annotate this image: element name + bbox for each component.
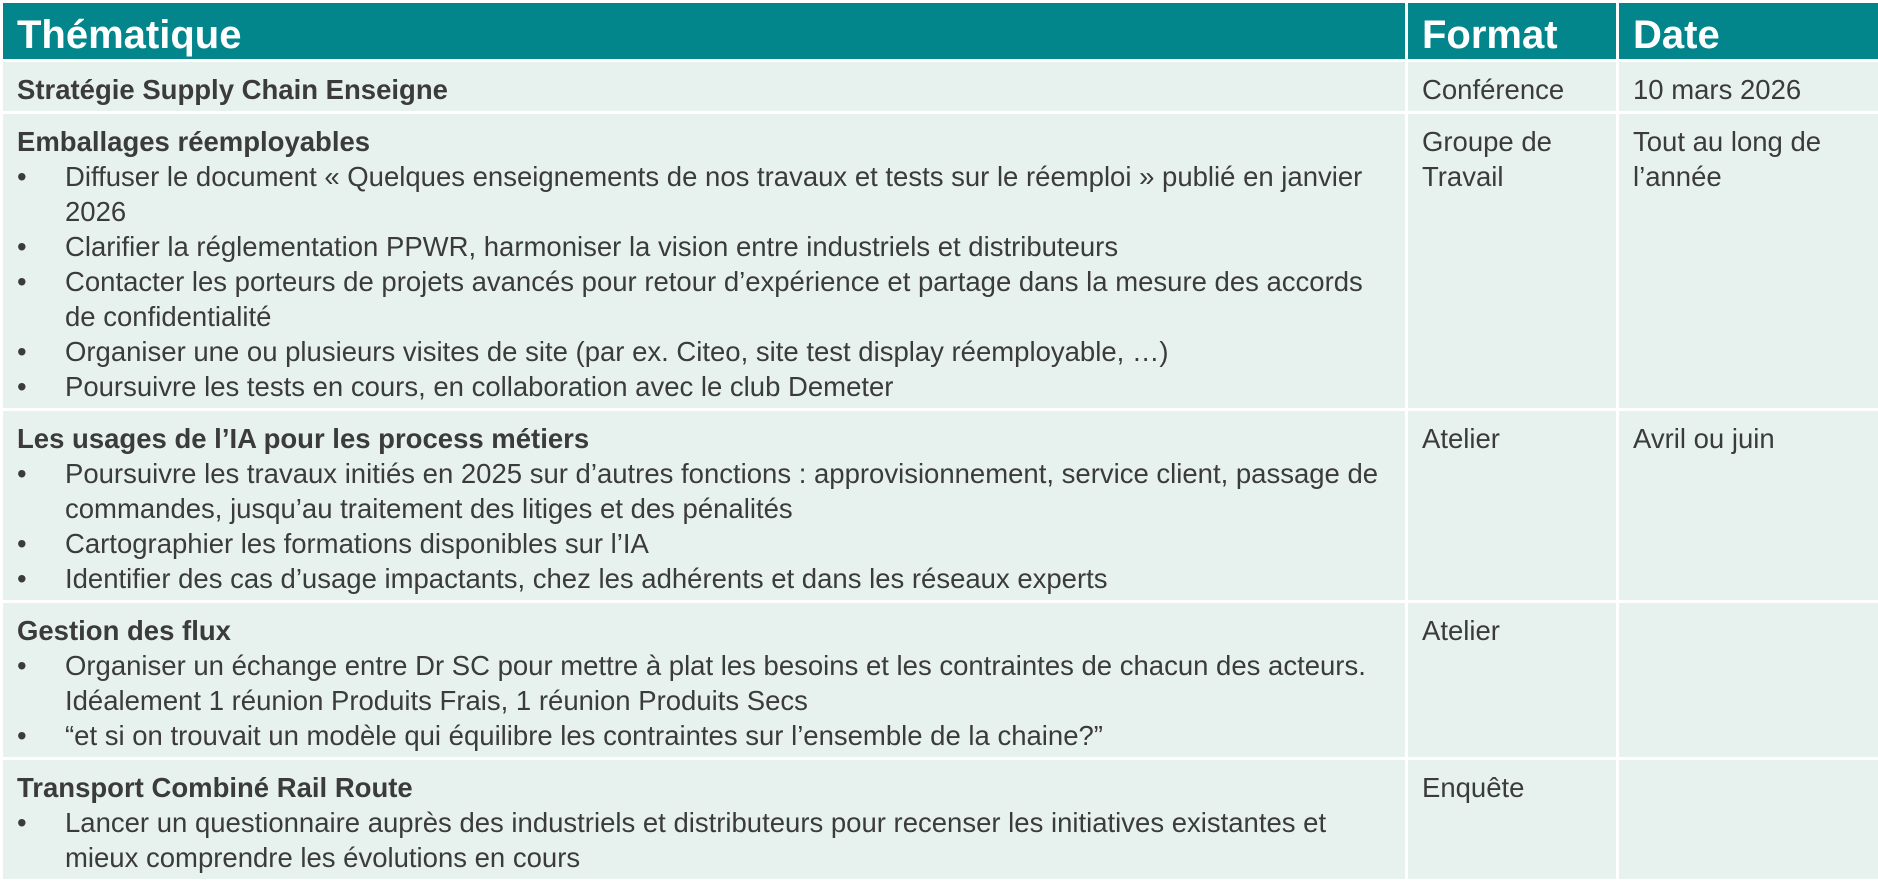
- format-cell: Atelier: [1407, 410, 1618, 602]
- bullet-item: • “et si on trouvait un modèle qui équilibre les contraintes sur l’ensemble de la chaine?”: [17, 718, 1391, 753]
- topic-bullet-list: [17, 648, 1391, 753]
- bullet-item: • Organiser une ou plusieurs visites de site (par ex. Citeo, site test display réemployable, …): [17, 334, 1391, 369]
- format-cell: Atelier: [1407, 602, 1618, 759]
- bullet-item: • Identifier des cas d’usage impactants, chez les adhérents et dans les réseaux experts: [17, 561, 1391, 596]
- format-cell: Enquête: [1407, 759, 1618, 881]
- bullet-item: • Diffuser le document « Quelques enseignements de nos travaux et tests sur le réemploi » publié en janvier 2026: [17, 159, 1391, 229]
- table-row: [2, 113, 1878, 410]
- bullet-item: • Lancer un questionnaire auprès des industriels et distributeurs pour recenser les initiatives existantes et mieux comprendre les évolutions en cours: [17, 805, 1391, 875]
- format-cell: Groupe de Travail: [1407, 113, 1618, 410]
- format-cell: Conférence: [1407, 61, 1618, 113]
- bullet-item: • Organiser un échange entre Dr SC pour mettre à plat les besoins et les contraintes de chacun des acteurs. Idéalement 1 réunion Produits Frais, 1 réunion Produits Secs: [17, 648, 1391, 718]
- bullet-item: • Contacter les porteurs de projets avancés pour retour d’expérience et partage dans la mesure des accords de confidentialité: [17, 264, 1391, 334]
- topic-title: Stratégie Supply Chain Enseigne: [17, 74, 448, 105]
- table-row: [2, 602, 1878, 759]
- table-row: [2, 410, 1878, 602]
- topic-title: Gestion des flux: [17, 615, 231, 646]
- table-row: [2, 61, 1878, 113]
- topic-cell: [2, 759, 1407, 881]
- table-row: [2, 759, 1878, 881]
- date-cell: Tout au long de l’année: [1618, 113, 1878, 410]
- topic-cell: [2, 410, 1407, 602]
- topic-title: Transport Combiné Rail Route: [17, 772, 413, 803]
- date-cell: [1618, 759, 1878, 881]
- header-format: Format: [1407, 2, 1618, 61]
- date-cell: 10 mars 2026: [1618, 61, 1878, 113]
- topic-cell: [2, 602, 1407, 759]
- topic-bullet-list: [17, 456, 1391, 596]
- topic-title: Les usages de l’IA pour les process métiers: [17, 423, 590, 454]
- topic-cell: [2, 61, 1407, 113]
- topic-bullet-list: [17, 159, 1391, 404]
- table-header-row: [2, 2, 1878, 61]
- bullet-item: • Cartographier les formations disponibles sur l’IA: [17, 526, 1391, 561]
- header-topic: Thématique: [2, 2, 1407, 61]
- date-cell: [1618, 602, 1878, 759]
- bullet-item: • Poursuivre les travaux initiés en 2025 sur d’autres fonctions : approvisionnement, service client, passage de commandes, jusqu’au traitement des litiges et des pénalités: [17, 456, 1391, 526]
- topic-bullet-list: [17, 805, 1391, 875]
- bullet-item: • Clarifier la réglementation PPWR, harmoniser la vision entre industriels et distributeurs: [17, 229, 1391, 264]
- date-cell: Avril ou juin: [1618, 410, 1878, 602]
- header-date: Date: [1618, 2, 1878, 61]
- bullet-item: • Poursuivre les tests en cours, en collaboration avec le club Demeter: [17, 369, 1391, 404]
- topic-cell: [2, 113, 1407, 410]
- topic-title: Emballages réemployables: [17, 126, 371, 157]
